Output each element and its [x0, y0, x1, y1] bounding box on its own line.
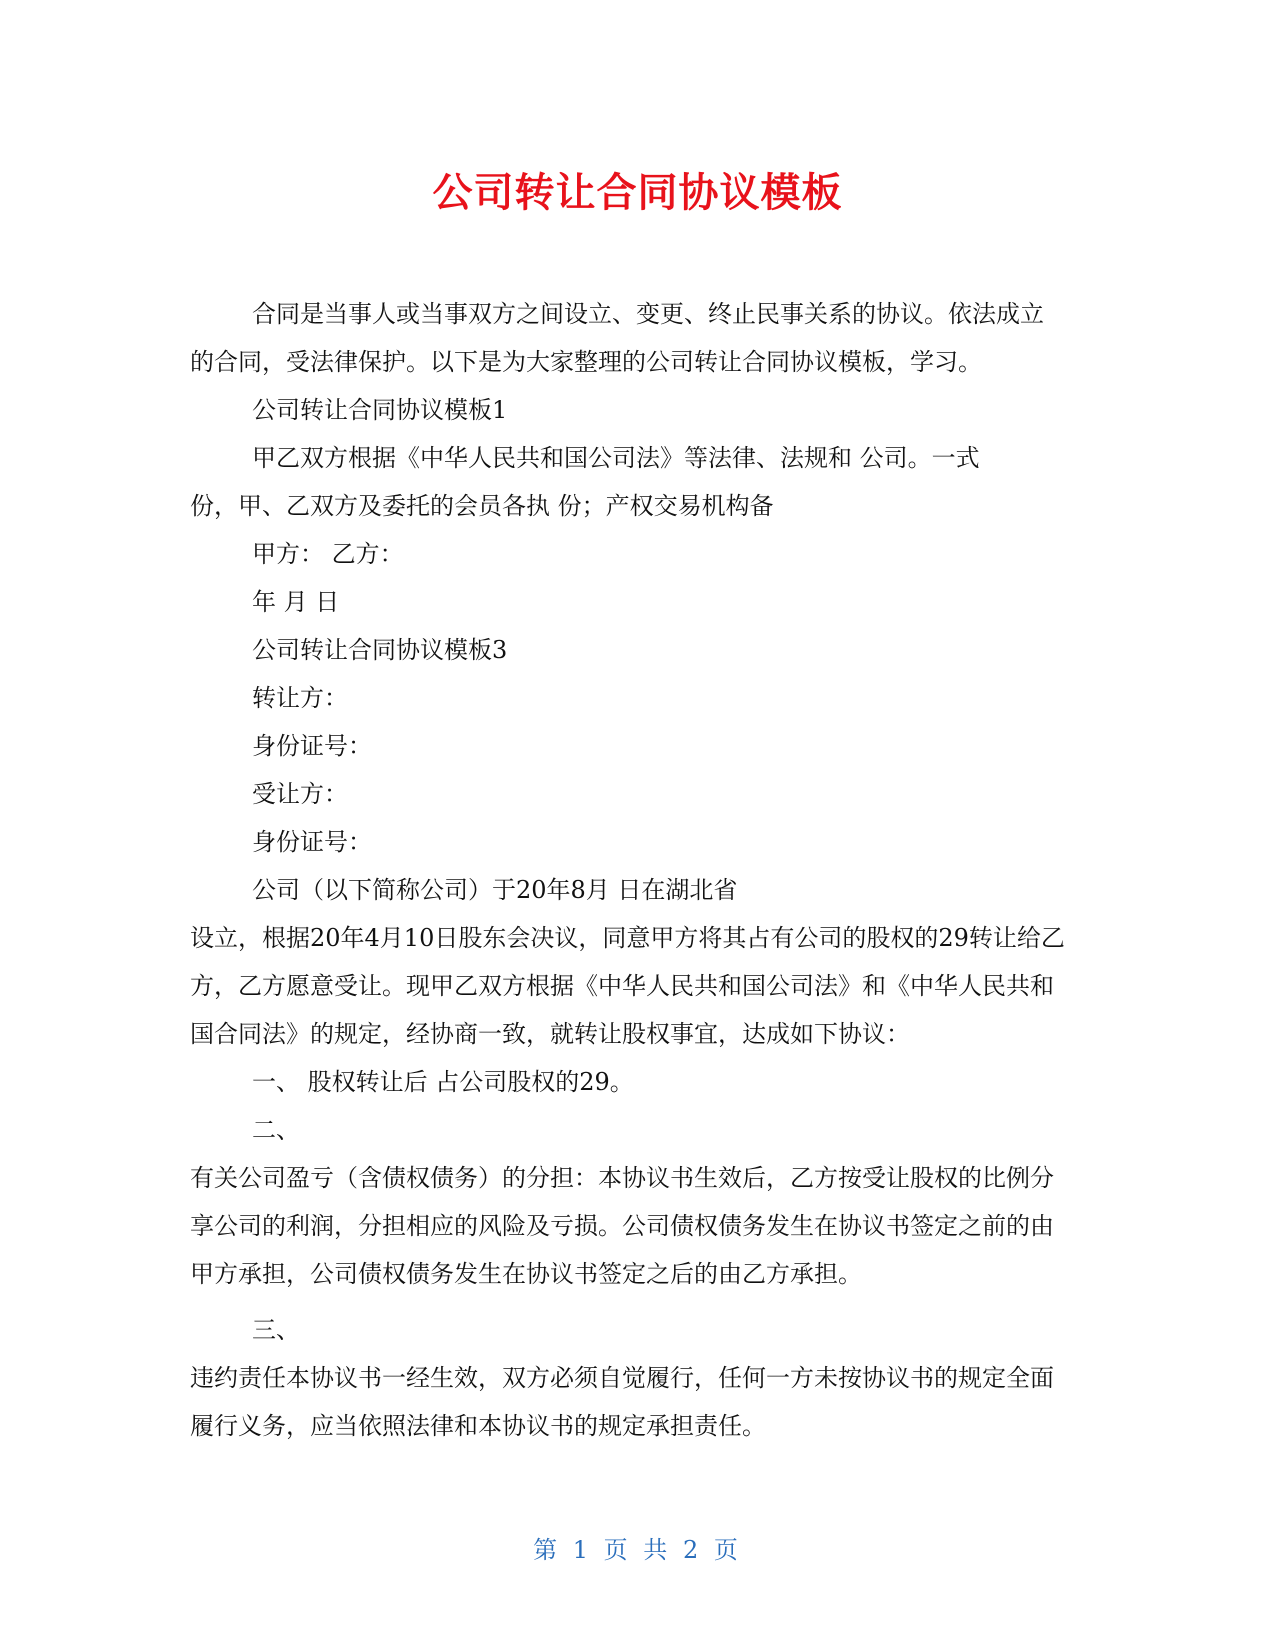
clause-2-line-1: 有关公司盈亏（含债权债务）的分担：本协议书生效后，乙方按受让股权的比例分 [190, 1164, 1054, 1192]
intro-line-2: 的合同，受法律保护。以下是为大家整理的公司转让合同协议模板，学习。 [190, 348, 982, 376]
company-line-2: 设立，根据20年4月10日股东会决议，同意甲方将其占有公司的股权的29转让给乙 [190, 924, 1065, 952]
transferee-line: 受让方： [252, 780, 348, 808]
company-line-3: 方，乙方愿意受让。现甲乙双方根据《中华人民共和国公司法》和《中华人民共和 [190, 972, 1054, 1000]
agreement-line-1: 甲乙双方根据《中华人民共和国公司法》等法律、法规和 公司。一式 [252, 444, 980, 472]
agreement-line-2: 份，甲、乙双方及委托的会员各执 份；产权交易机构备 [190, 492, 774, 520]
document-body [190, 290, 1090, 1450]
template-heading-3: 公司转让合同协议模板3 [252, 636, 508, 664]
clause-1: 一、 股权转让后 占公司股权的29。 [252, 1068, 634, 1096]
company-line-1: 公司（以下简称公司）于20年8月 日在湖北省 [252, 876, 738, 904]
clause-2-line-3: 甲方承担，公司债权债务发生在协议书签定之后的由乙方承担。 [190, 1260, 862, 1288]
template-heading-1: 公司转让合同协议模板1 [252, 396, 508, 424]
transferee-id-line: 身份证号： [252, 828, 372, 856]
clause-2-label: 二、 [252, 1116, 300, 1144]
clause-3-line-1: 违约责任本协议书一经生效，双方必须自觉履行，任何一方未按协议书的规定全面 [190, 1364, 1054, 1392]
clause-3-line-2: 履行义务，应当依照法律和本协议书的规定承担责任。 [190, 1412, 766, 1440]
company-line-4: 国合同法》的规定，经协商一致，就转让股权事宜，达成如下协议： [190, 1020, 910, 1048]
clause-2-line-2: 享公司的利润，分担相应的风险及亏损。公司债权债务发生在协议书签定之前的由 [190, 1212, 1054, 1240]
document-title: 公司转让合同协议模板 [432, 170, 843, 216]
date-line: 年 月 日 [252, 588, 340, 616]
transferor-line: 转让方： [252, 684, 348, 712]
page-number-footer: 第 1 页 共 2 页 [533, 1536, 742, 1564]
intro-line-1: 合同是当事人或当事双方之间设立、变更、终止民事关系的协议。依法成立 [252, 300, 1044, 328]
parties-line: 甲方： 乙方： [252, 540, 404, 568]
transferor-id-line: 身份证号： [252, 732, 372, 760]
clause-3-label: 三、 [252, 1316, 300, 1344]
